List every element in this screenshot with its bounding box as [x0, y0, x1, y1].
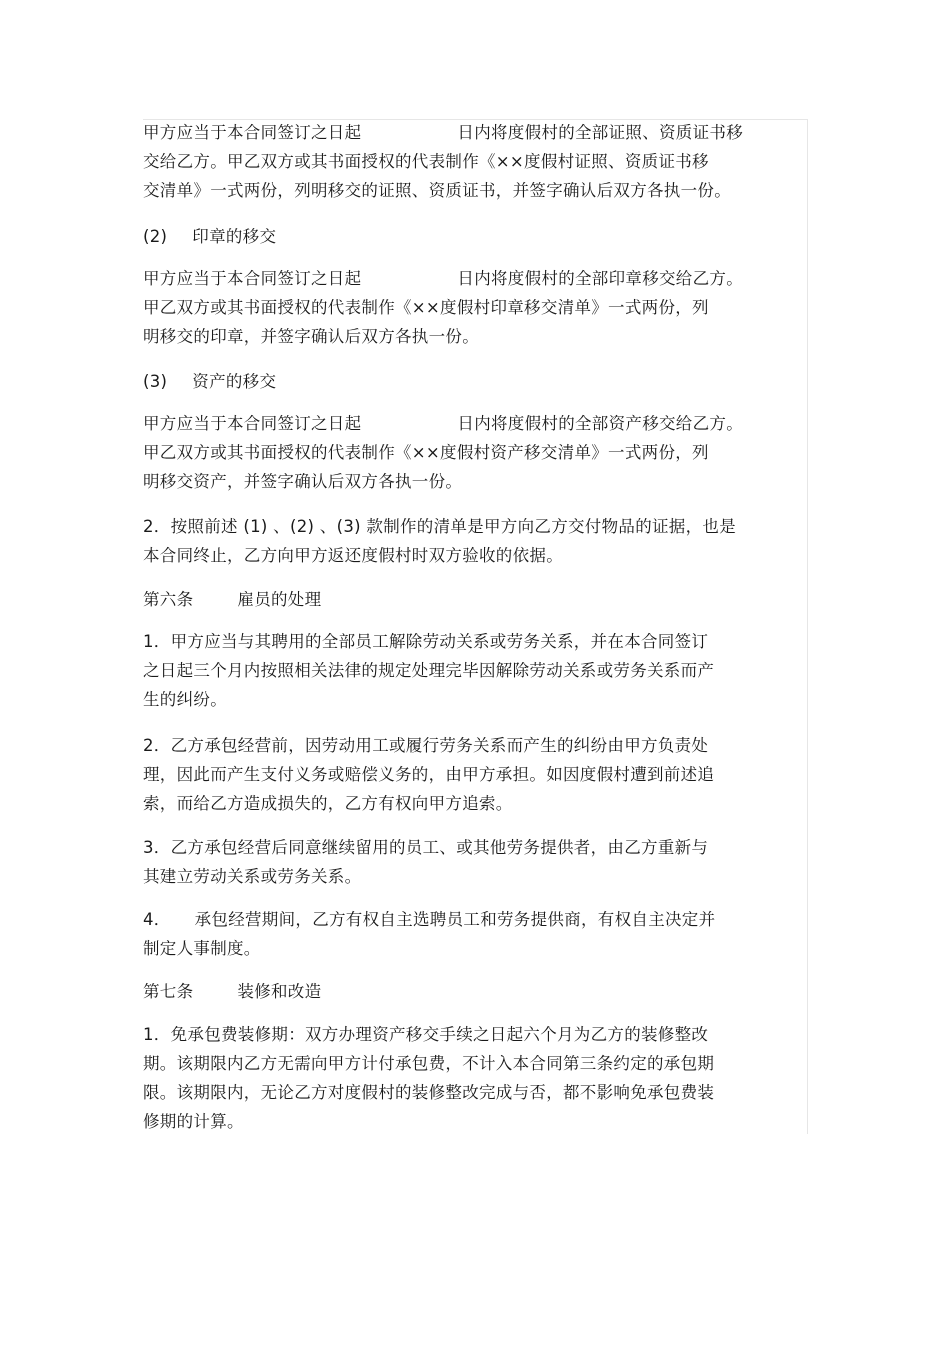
subheading-asset-transfer — [143, 367, 793, 396]
article-7-heading — [143, 977, 793, 1006]
text-line: 交给乙方。甲乙双方或其书面授权的代表制作《××度假村证照、资质证书移 — [143, 152, 709, 171]
text-line: 交清单》一式两份，列明移交的证照、资质证书，并签字确认后双方各执一份。 — [143, 181, 731, 200]
text-line: 4． 承包经营期间，乙方有权自主选聘员工和劳务提供商，有权自主决定并 — [143, 910, 716, 929]
text-line: 第六条 雇员的处理 — [143, 590, 322, 609]
paragraph-article-6-item-1 — [143, 627, 793, 714]
page-frame-right-border — [807, 119, 808, 1134]
article-6-heading — [143, 585, 793, 614]
text-line: (2) 印章的移交 — [143, 227, 277, 246]
text-line: 2．乙方承包经营前，因劳动用工或履行劳务关系而产生的纠纷由甲方负责处 — [143, 736, 709, 755]
paragraph-article-6-item-3 — [143, 833, 793, 891]
paragraph-seal-transfer — [143, 264, 793, 351]
paragraph-asset-transfer — [143, 409, 793, 496]
paragraph-item-2-list-evidence — [143, 512, 793, 570]
text-line: 2．按照前述 (1) 、(2) 、(3) 款制作的清单是甲方向乙方交付物品的证据，也是 — [143, 517, 736, 536]
text-line: 索，而给乙方造成损失的，乙方有权向甲方追索。 — [143, 794, 513, 813]
text-line: 期。该期限内乙方无需向甲方计付承包费，不计入本合同第三条约定的承包期 — [143, 1054, 715, 1073]
text-line: 甲乙双方或其书面授权的代表制作《××度假村印章移交清单》一式两份，列 — [143, 298, 709, 317]
text-line: 3．乙方承包经营后同意继续留用的员工、或其他劳务提供者，由乙方重新与 — [143, 838, 709, 857]
text-line: 限。该期限内，无论乙方对度假村的装修整改完成与否，都不影响免承包费装 — [143, 1083, 715, 1102]
text-line: 甲方应当于本合同签订之日起 日内将度假村的全部资产移交给乙方。 — [143, 414, 744, 433]
text-line: 其建立劳动关系或劳务关系。 — [143, 867, 362, 886]
text-line: (3) 资产的移交 — [143, 372, 277, 391]
paragraph-certificates-transfer — [143, 118, 793, 205]
subheading-seal-transfer — [143, 222, 793, 251]
text-line: 甲乙双方或其书面授权的代表制作《××度假村资产移交清单》一式两份，列 — [143, 443, 709, 462]
text-line: 理，因此而产生支付义务或赔偿义务的，由甲方承担。如因度假村遭到前述追 — [143, 765, 715, 784]
text-line: 明移交资产，并签字确认后双方各执一份。 — [143, 472, 463, 491]
paragraph-article-6-item-4 — [143, 905, 793, 963]
text-line: 1．免承包费装修期：双方办理资产移交手续之日起六个月为乙方的装修整改 — [143, 1025, 709, 1044]
text-line: 之日起三个月内按照相关法律的规定处理完毕因解除劳动关系或劳务关系而产 — [143, 661, 715, 680]
paragraph-article-6-item-2 — [143, 731, 793, 818]
text-line: 本合同终止，乙方向甲方返还度假村时双方验收的依据。 — [143, 546, 563, 565]
text-line: 甲方应当于本合同签订之日起 日内将度假村的全部证照、资质证书移 — [143, 123, 744, 142]
text-line: 制定人事制度。 — [143, 939, 261, 958]
text-line: 1．甲方应当与其聘用的全部员工解除劳动关系或劳务关系，并在本合同签订 — [143, 632, 709, 651]
text-line: 第七条 装修和改造 — [143, 982, 322, 1001]
paragraph-article-7-item-1 — [143, 1020, 793, 1136]
text-line: 明移交的印章，并签字确认后双方各执一份。 — [143, 327, 479, 346]
text-line: 甲方应当于本合同签订之日起 日内将度假村的全部印章移交给乙方。 — [143, 269, 744, 288]
text-line: 生的纠纷。 — [143, 690, 227, 709]
text-line: 修期的计算。 — [143, 1112, 244, 1131]
